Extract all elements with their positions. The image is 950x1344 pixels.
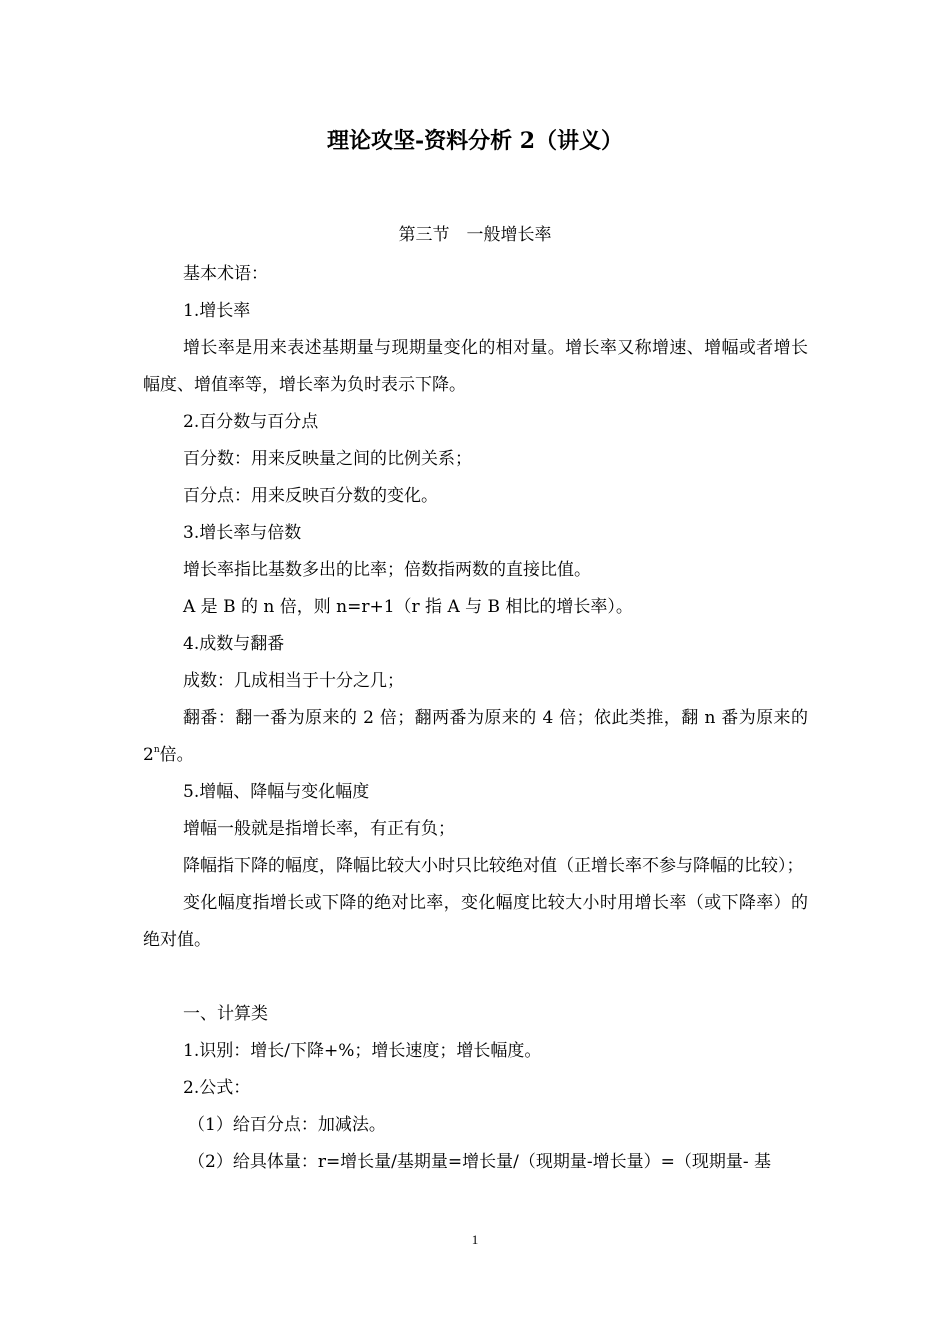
document-body [143, 256, 808, 1181]
paragraph: （1）给百分点：加减法。 [188, 1115, 386, 1135]
heading-multiple: 3.增长率与倍数 [183, 523, 302, 543]
paragraph: 1.识别：增长/下降+%；增长速度；增长幅度。 [183, 1041, 542, 1061]
heading-amplitude: 5.增幅、降幅与变化幅度 [183, 782, 370, 802]
paragraph-fanfan [143, 700, 808, 774]
paragraph: 增长率是用来表述基期量与现期量变化的相对量。增长率又称增速、增幅或者增长幅度、增值率等，增长率为负时表示下降。 [143, 338, 808, 395]
fanfan-tail: 倍。 [159, 745, 194, 765]
paragraph: 变化幅度指增长或下降的绝对比率，变化幅度比较大小时用增长率（或下降率）的绝对值。 [143, 893, 808, 950]
paragraph: 基本术语： [183, 264, 268, 284]
paragraph: A 是 B 的 n 倍，则 n=r+1（r 指 A 与 B 相比的增长率）。 [183, 597, 633, 617]
paragraph: 百分点：用来反映百分数的变化。 [183, 486, 438, 506]
section-title: 第三节 一般增长率 [398, 225, 552, 245]
heading-growth-rate: 1.增长率 [183, 301, 251, 321]
paragraph: 2.公式： [183, 1078, 251, 1098]
paragraph: 成数：几成相当于十分之几； [183, 671, 404, 691]
paragraph: （2）给具体量：r=增长量/基期量=增长量/（现期量-增长量）=（现期量- 基 [188, 1152, 772, 1172]
paragraph: 百分数：用来反映量之间的比例关系； [183, 449, 472, 469]
page-number: 1 [471, 1232, 479, 1247]
paragraph: 增长率指比基数多出的比率；倍数指两数的直接比值。 [183, 560, 591, 580]
heading-fanfan: 4.成数与翻番 [183, 634, 285, 654]
spacer [143, 959, 808, 996]
paragraph: 增幅一般就是指增长率，有正有负； [183, 819, 455, 839]
heading-percent: 2.百分数与百分点 [183, 412, 319, 432]
paragraph: 降幅指下降的幅度，降幅比较大小时只比较绝对值（正增长率不参与降幅的比较）； [183, 856, 804, 876]
fanfan-exponent: n [153, 745, 160, 755]
heading-calculation: 一、计算类 [183, 1004, 268, 1024]
document-title: 理论攻坚-资料分析 2（讲义） [326, 128, 624, 154]
fanfan-text: 翻番：翻一番为原来的 2 倍；翻两番为原来的 4 倍；依此类推，翻 n 番为原来的 2 [143, 708, 808, 765]
